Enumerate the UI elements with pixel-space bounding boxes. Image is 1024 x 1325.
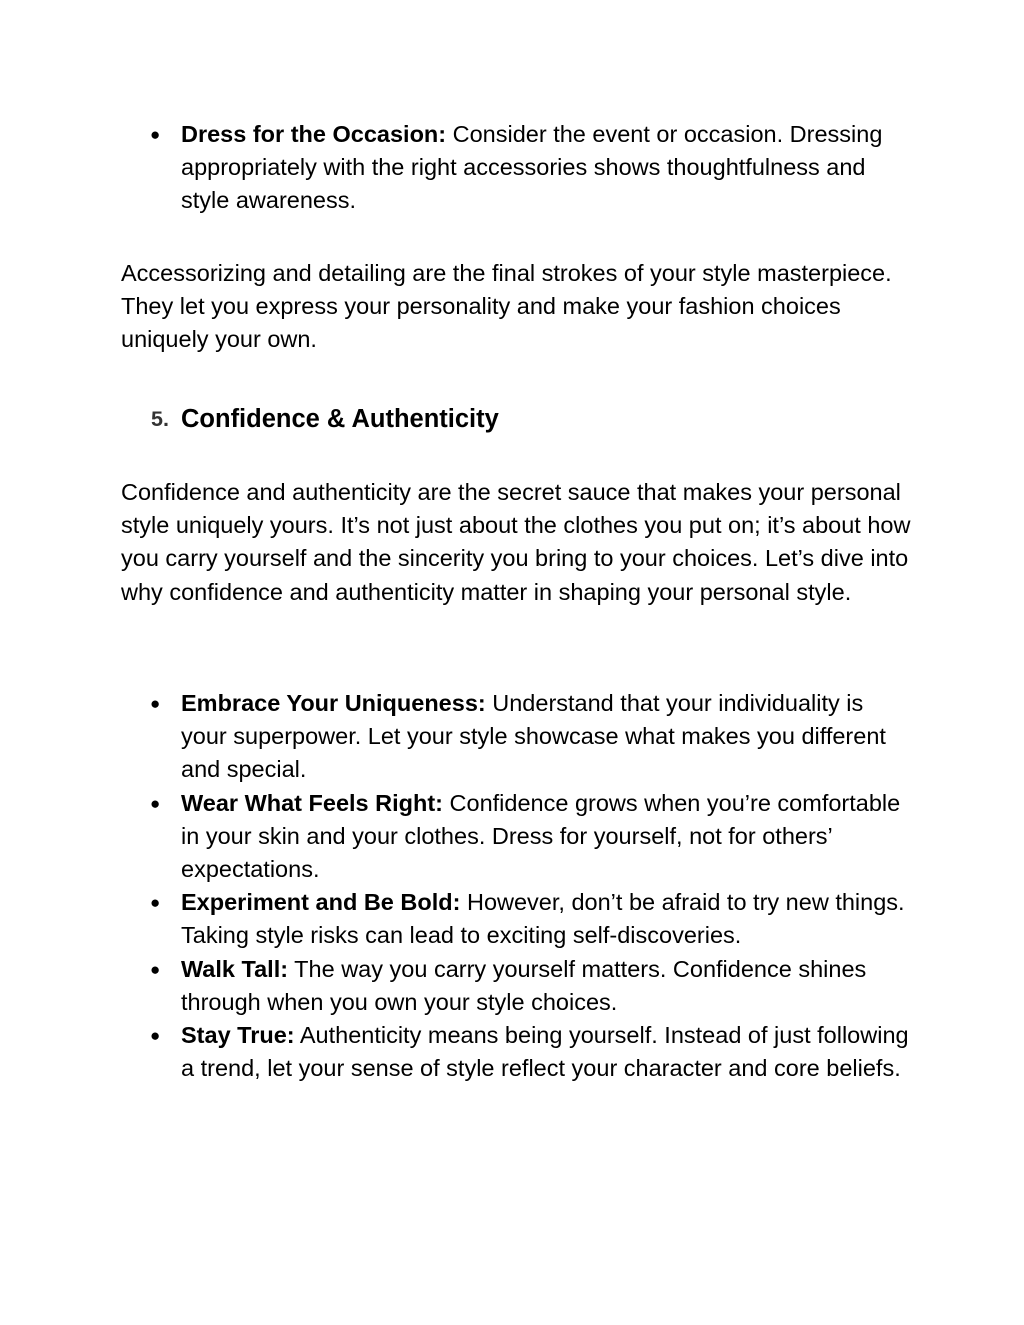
list-item-text: Consider the event or occasion. Dressing appropriately with the right accessories shows thoughtfulness and style awareness. <box>181 121 883 214</box>
confidence-paragraph: Confidence and authenticity are the secret sauce that makes your personal style uniquely yours. It’s not just about the clothes you put on; it’s about how you carry yourself and the sincerity you bring to your choices. Let’s dive into why confidence and authenticity matter in shaping your personal style. <box>121 479 911 605</box>
list-item-term: Stay True: <box>181 1022 295 1049</box>
list-item-text: Understand that your individuality is your superpower. Let your style showcase what makes you different and special. <box>181 690 886 783</box>
list-item <box>121 886 911 952</box>
bullet-icon: ● <box>150 959 161 979</box>
list-item <box>121 1019 911 1085</box>
bullet-icon: ● <box>150 1026 161 1046</box>
list-item <box>121 687 911 787</box>
list-item <box>121 118 911 218</box>
list-item-term: Experiment and Be Bold: <box>181 889 461 916</box>
bullet-icon: ● <box>150 893 161 913</box>
tips-bullet-list <box>121 687 911 1085</box>
bullet-icon: ● <box>150 125 161 144</box>
list-item-text: However, don’t be afraid to try new things. Taking style risks can lead to exciting self-discoveries. <box>181 889 905 949</box>
list-item-term: Embrace Your Uniqueness: <box>181 690 486 716</box>
list-item-term: Wear What Feels Right: <box>181 789 444 816</box>
list-item-term: Dress for the Occasion: <box>181 121 447 147</box>
section-title: Confidence & Authenticity <box>181 405 499 433</box>
accessorizing-paragraph: Accessorizing and detailing are the final strokes of your style masterpiece. They let you express your personality and make your fashion choices uniquely your own. <box>121 260 892 353</box>
list-item-text: Authenticity means being yourself. Instead of just following a trend, let your sense of style reflect your character and core beliefs. <box>181 1022 909 1082</box>
bullet-icon: ● <box>150 793 161 813</box>
list-item <box>121 787 911 887</box>
occasion-bullet-list <box>121 118 911 218</box>
list-item-text: Confidence grows when you’re comfortable in your skin and your clothes. Dress for yourself, not for others’ expectations. <box>181 789 901 883</box>
bullet-icon: ● <box>150 694 161 713</box>
list-item-text: The way you carry yourself matters. Confidence shines through when you own your style choices. <box>181 955 867 1015</box>
section-number: 5. <box>151 407 169 431</box>
list-item <box>121 953 911 1019</box>
list-item-term: Walk Tall: <box>181 955 289 982</box>
